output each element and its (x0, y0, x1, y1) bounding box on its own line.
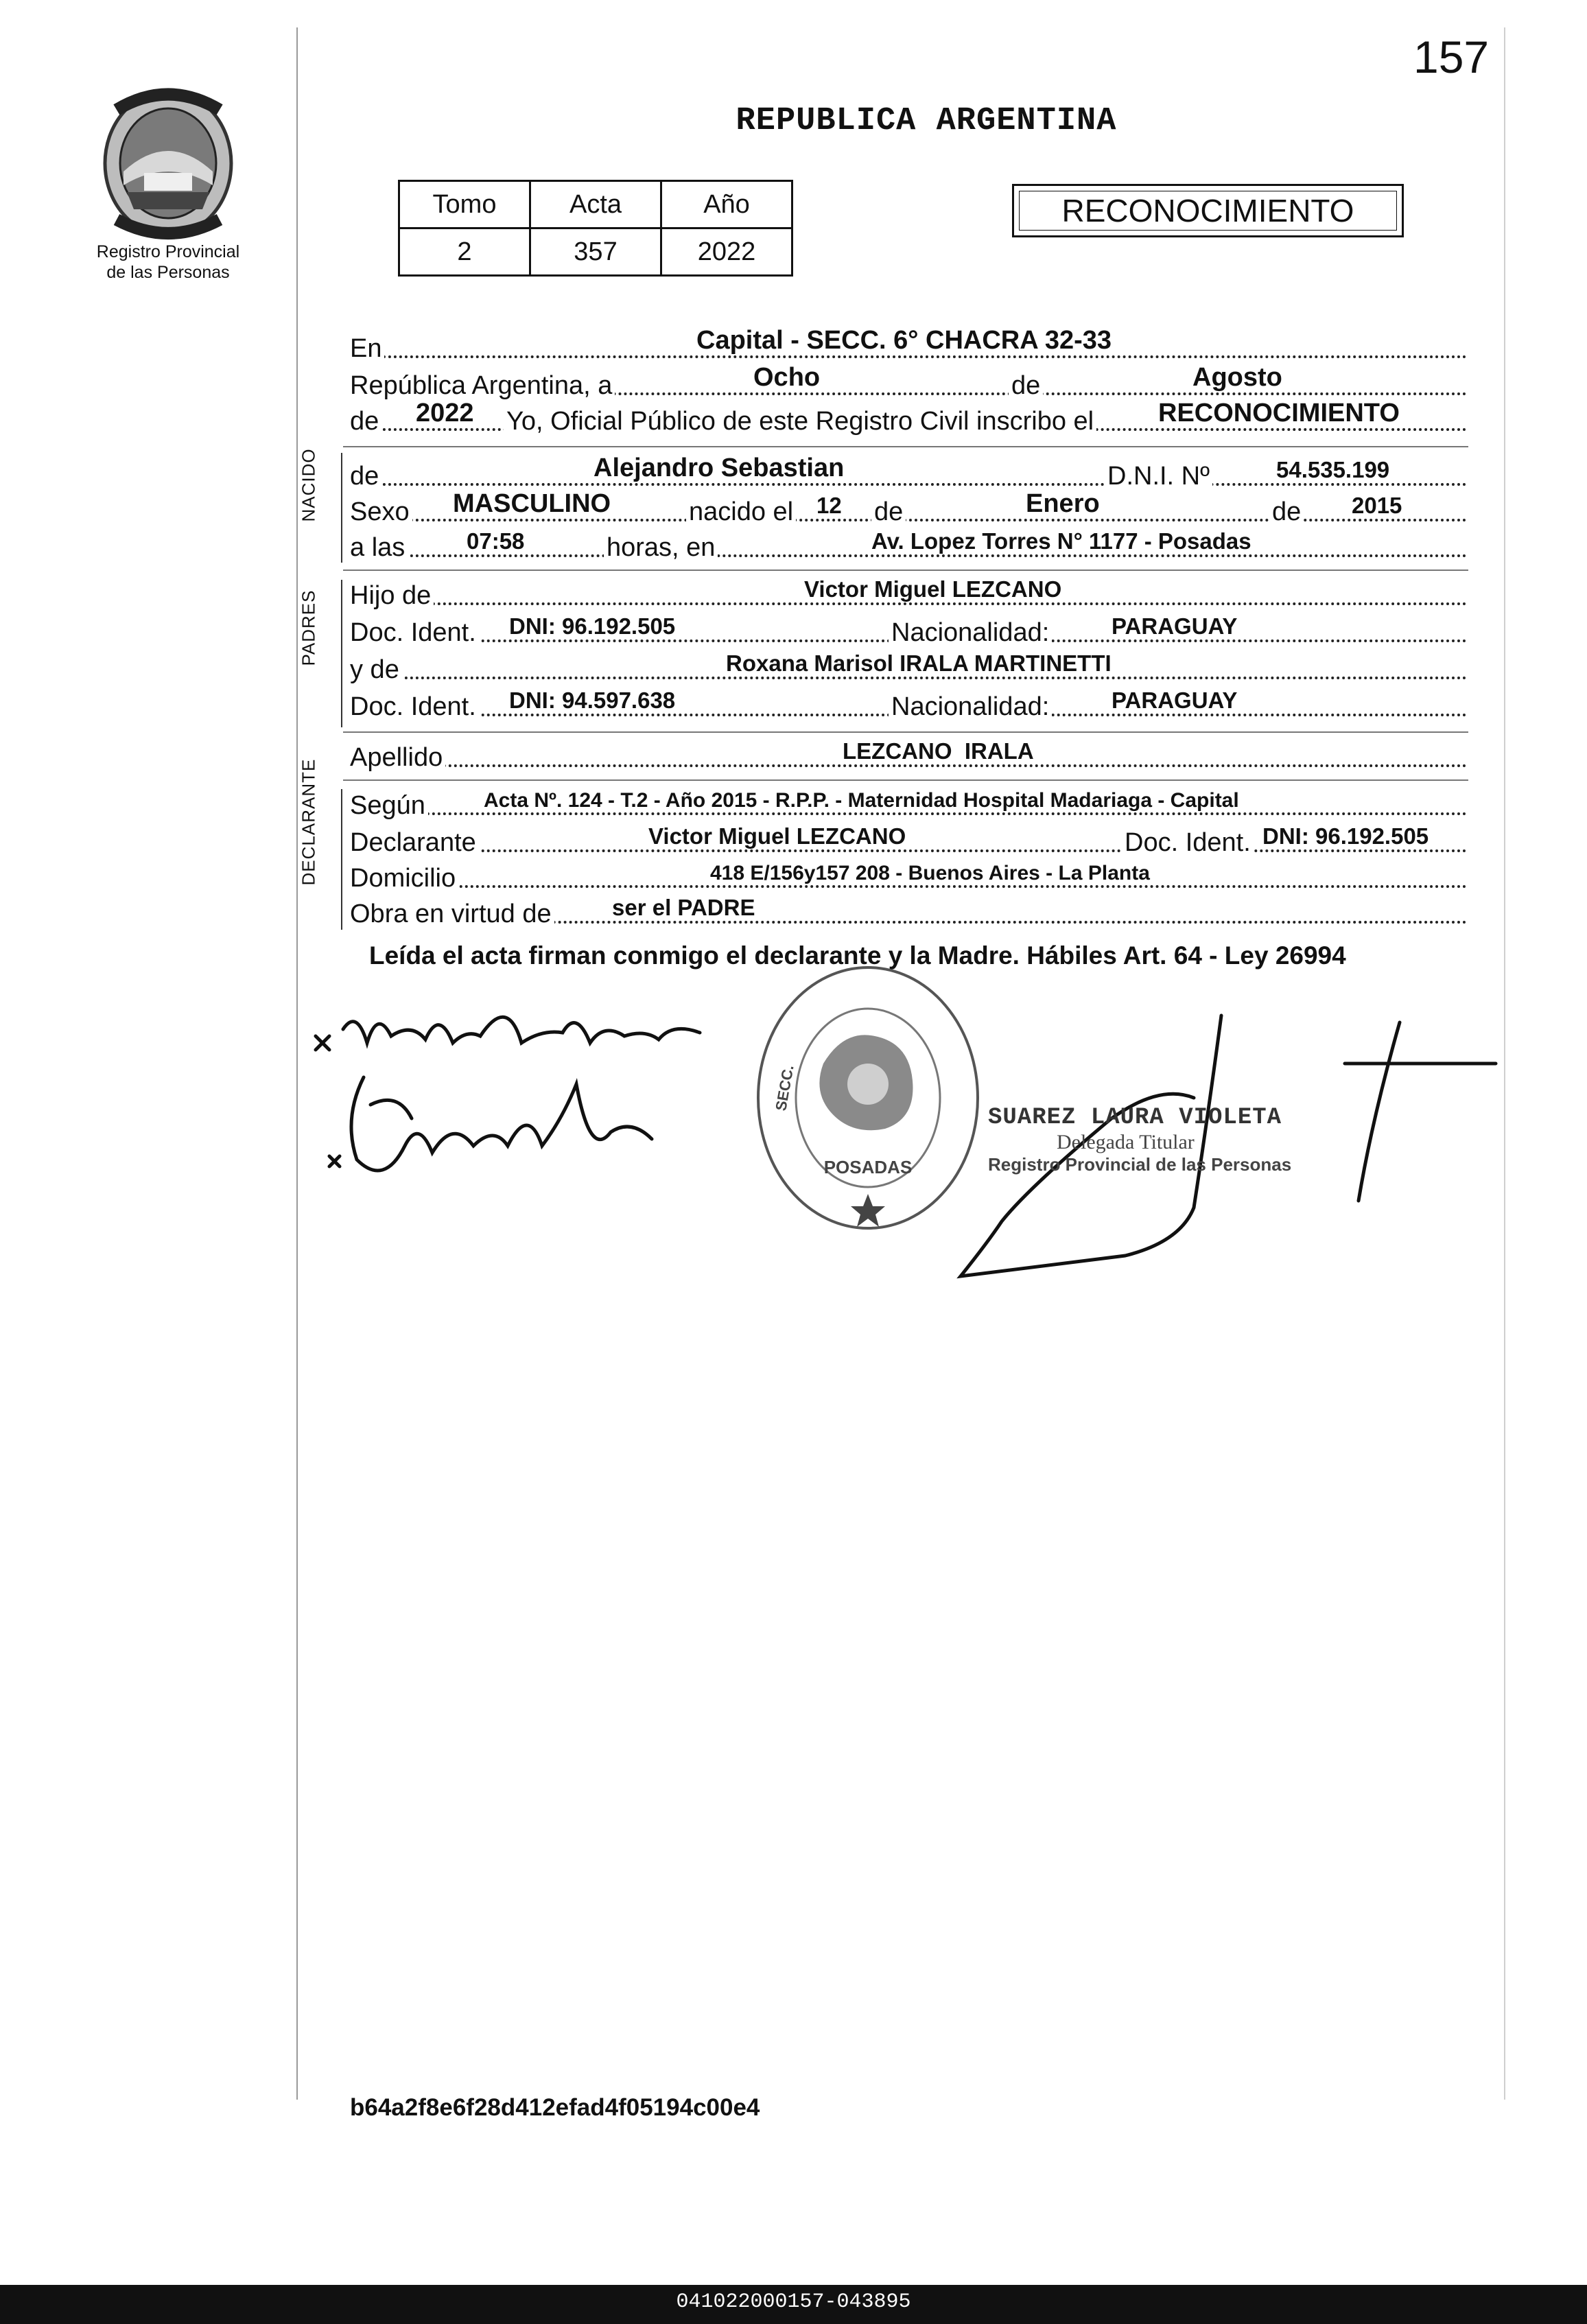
record-type-box (1012, 184, 1404, 237)
label-de-birth-month: de (871, 497, 906, 527)
label-a-las: a las (350, 533, 408, 563)
label-mother-nationality: Nacionalidad: (889, 692, 1052, 722)
row-year-officer (350, 399, 1467, 438)
official-name: SUAREZ LAURA VIOLETA (988, 1105, 1282, 1131)
closing-statement: Leída el acta firman conmigo el declarante y la Madre. Hábiles Art. 64 - Ley 26994 (369, 941, 1346, 970)
value-birth-place: Av. Lopez Torres N° 1177 - Posadas (871, 528, 1251, 554)
logo-caption (69, 242, 268, 283)
record-value-tomo: 2 (399, 228, 530, 276)
value-declarante-doc: DNI: 96.192.505 (1262, 823, 1429, 849)
section-label-padres: PADRES (298, 589, 319, 666)
record-header-tomo: Tomo (399, 181, 530, 228)
row-hijo-de (350, 578, 1467, 612)
logo-caption-line2: de las Personas (106, 263, 230, 282)
row-father-doc (350, 615, 1467, 649)
separator (343, 779, 1468, 781)
row-mother-doc (350, 689, 1467, 723)
left-margin-line (296, 27, 298, 2100)
value-domicilio: 418 E/156y157 208 - Buenos Aires - La Planta (710, 862, 1150, 884)
value-apellido: LEZCANO IRALA (843, 738, 1034, 764)
label-obra: Obra en virtud de (350, 900, 554, 929)
label-horas-en: horas, en (604, 533, 718, 563)
label-sexo: Sexo (350, 497, 412, 527)
row-declarante (350, 825, 1467, 859)
label-y-de: y de (350, 655, 402, 685)
separator (343, 570, 1468, 571)
value-father-doc: DNI: 96.192.505 (509, 613, 676, 639)
document-title: REPUBLICA ARGENTINA (736, 103, 1117, 139)
value-declarante-name: Victor Miguel LEZCANO (648, 823, 906, 849)
record-type-box-inner-border (1019, 191, 1397, 231)
official-office: Registro Provincial de las Personas (988, 1154, 1292, 1175)
official-round-stamp (748, 954, 988, 1242)
stamp-inner-text: POSADAS (823, 1157, 913, 1177)
value-birth-month: Enero (1026, 489, 1100, 518)
padres-bar (341, 580, 342, 727)
value-father-name: Victor Miguel LEZCANO (804, 576, 1062, 602)
row-apellido (350, 740, 1467, 774)
record-value-acta: 357 (530, 228, 661, 276)
value-sexo: MASCULINO (453, 489, 611, 518)
row-en (350, 326, 1467, 365)
value-obra: ser el PADRE (612, 895, 755, 920)
value-time: 07:58 (467, 528, 525, 554)
value-father-nationality: PARAGUAY (1112, 613, 1238, 639)
label-father-nationality: Nacionalidad: (889, 618, 1052, 648)
value-act: RECONOCIMIENTO (1158, 399, 1400, 427)
separator (343, 446, 1468, 447)
label-en: En (350, 334, 384, 364)
nacido-bar (341, 453, 342, 563)
record-header-acta: Acta (530, 181, 661, 228)
value-birth-day: 12 (816, 493, 842, 518)
official-title: Delegada Titular (1057, 1131, 1195, 1153)
label-de-month: de (1009, 371, 1043, 401)
value-birth-year: 2015 (1352, 493, 1402, 518)
row-sexo (350, 489, 1467, 528)
record-type: RECONOCIMIENTO (1061, 193, 1354, 228)
value-child-dni: 54.535.199 (1276, 457, 1390, 482)
label-domicilio: Domicilio (350, 864, 458, 893)
label-mother-doc: Doc. Ident. (350, 692, 479, 722)
value-mother-name: Roxana Marisol IRALA MARTINETTI (726, 650, 1112, 676)
footer-code: 041022000157-043895 (676, 2290, 911, 2314)
row-republica (350, 363, 1467, 402)
section-label-nacido: NACIDO (298, 448, 319, 522)
label-apellido: Apellido (350, 743, 445, 773)
value-year: 2022 (416, 399, 474, 427)
logo-caption-line1: Registro Provincial (96, 242, 240, 261)
official-signature-block (988, 1105, 1331, 1175)
value-mother-nationality: PARAGUAY (1112, 688, 1238, 713)
label-de-year: de (350, 407, 381, 436)
label-dni: D.N.I. Nº (1105, 462, 1212, 491)
value-day: Ocho (753, 363, 821, 392)
label-father-doc: Doc. Ident. (350, 618, 479, 648)
page-number: 157 (1413, 32, 1490, 82)
value-mother-doc: DNI: 94.597.638 (509, 688, 676, 713)
row-obra (350, 896, 1467, 930)
record-value-anio: 2022 (661, 228, 792, 276)
row-time (350, 530, 1467, 564)
label-republica: República Argentina, a (350, 371, 615, 401)
separator (343, 731, 1468, 733)
value-month: Agosto (1192, 363, 1282, 392)
label-de-name: de (350, 462, 381, 491)
value-segun: Acta Nº. 124 - T.2 - Año 2015 - R.P.P. - Maternidad Hospital Madariaga - Capital (484, 789, 1239, 812)
row-segun (350, 788, 1467, 822)
section-label-declarante: DECLARANTE (298, 758, 319, 886)
row-domicilio (350, 860, 1467, 895)
row-y-de (350, 652, 1467, 686)
label-declarante-doc: Doc. Ident. (1122, 828, 1254, 858)
label-segun: Según (350, 791, 428, 821)
record-table (398, 180, 793, 277)
row-nacido-name (350, 454, 1467, 493)
declarante-bar (341, 789, 342, 930)
label-nacido-el: nacido el (686, 497, 796, 527)
province-seal-logo (89, 82, 247, 244)
value-place: Capital - SECC. 6° CHACRA 32-33 (696, 326, 1112, 355)
label-de-birth-year: de (1269, 497, 1304, 527)
label-officer: Yo, Oficial Público de este Registro Civil inscribo el (504, 407, 1096, 436)
value-child-name: Alejandro Sebastian (593, 454, 845, 482)
stamp-secc-text: SECC. (772, 1064, 797, 1112)
label-hijo-de: Hijo de (350, 581, 434, 611)
record-header-anio: Año (661, 181, 792, 228)
label-declarante: Declarante (350, 828, 479, 858)
document-hash: b64a2f8e6f28d412efad4f05194c00e4 (350, 2094, 760, 2121)
